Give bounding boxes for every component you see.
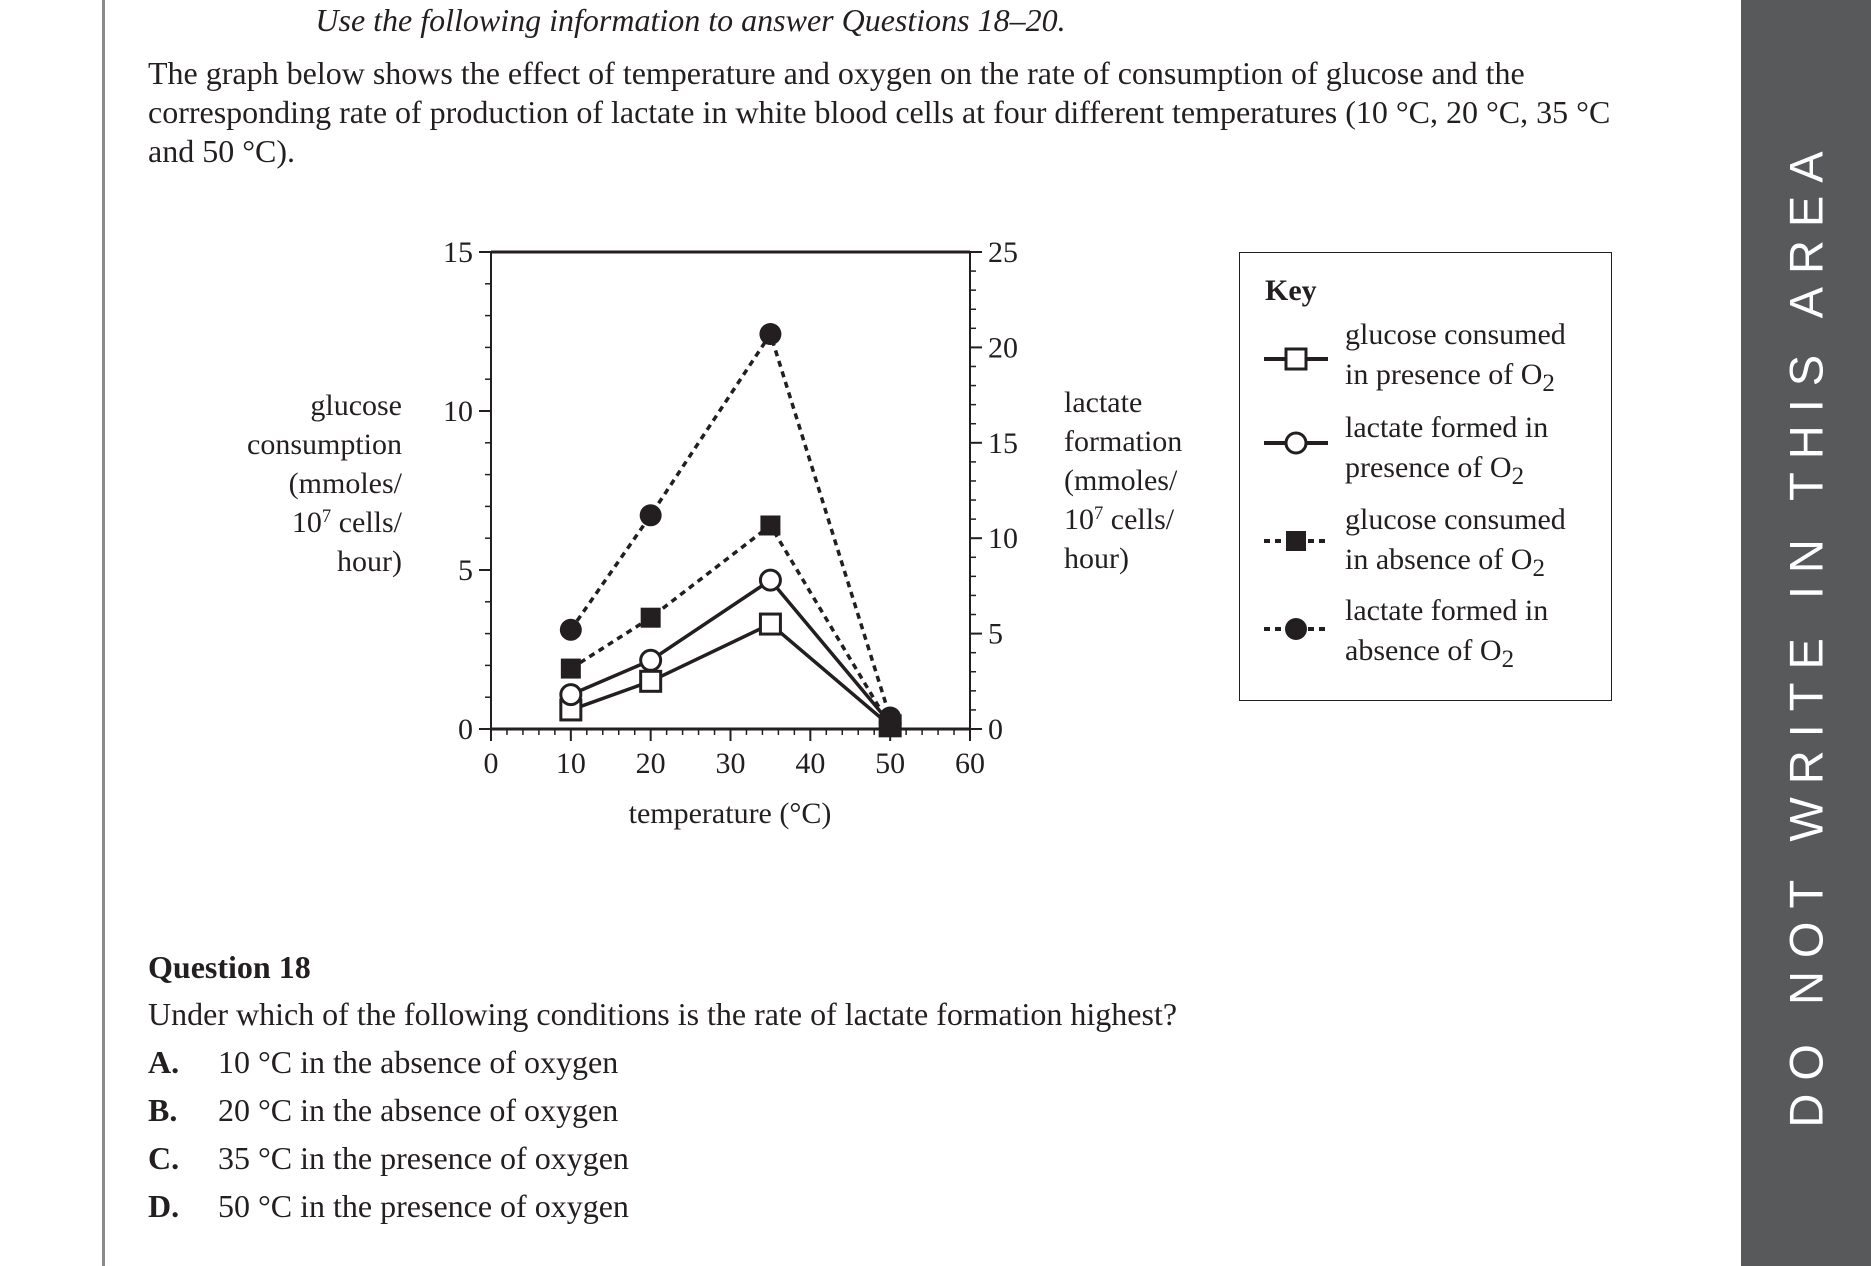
series-line <box>571 334 890 718</box>
question-18 <box>148 944 1448 1230</box>
filled-square-marker-icon <box>1262 500 1332 584</box>
right-axis-tick-label: 0 <box>988 713 1003 746</box>
open-circle-point <box>760 570 780 590</box>
filled-circle-point <box>879 707 901 729</box>
option-text: 20 °C in the absence of oxygen <box>218 1092 619 1128</box>
x-axis-tick-label: 20 <box>635 747 666 780</box>
series-line <box>571 580 890 723</box>
right-axis-tick-label: 20 <box>988 331 1018 365</box>
option-d[interactable] <box>148 1182 1448 1230</box>
key-item-lactate-with-o2: lactate formed in presence of $O_2$ <box>1240 408 1613 492</box>
right-axis-label: lactate formation (mmoles/ $10^7$ cells/ hour) <box>1064 386 1183 575</box>
key-item-glucose-without-o2: glucose consumed in absence of $O_2$ <box>1240 500 1613 584</box>
description-line-2: corresponding rate of production of lactate in white blood cells at four different temperatures (10 °C, 20 °C, 35 °C <box>148 94 1611 130</box>
key-item-lactate-without-o2: lactate formed in absence of $O_2$ <box>1240 591 1613 675</box>
question-text: Under which of the following conditions is the rate of lactate formation highest? <box>148 996 1178 1032</box>
filled-circle-point <box>759 323 781 345</box>
option-text: 50 °C in the presence of oxygen <box>218 1188 629 1224</box>
open-circle-point <box>561 685 581 705</box>
right-axis-tick-label: 5 <box>988 617 1003 651</box>
open-circle-point <box>641 650 661 670</box>
filled-square-point <box>561 659 581 679</box>
right-axis-tick-label: 25 <box>988 236 1018 269</box>
option-letter: A. <box>148 1044 180 1080</box>
left-axis-label: glucose consumption (mmoles/ $10^7$ cells/ hour) <box>247 389 402 578</box>
description-line-3: and 50 °C). <box>148 133 295 169</box>
series-line <box>571 525 890 725</box>
left-axis-tick-label: 5 <box>458 554 473 587</box>
filled-circle-point <box>640 504 662 526</box>
x-axis-tick-label: 30 <box>715 747 746 780</box>
filled-square-point <box>760 515 780 535</box>
left-axis-tick-label: 15 <box>443 236 473 269</box>
option-c[interactable] <box>148 1134 1448 1182</box>
side-band-text: DO NOT WRITE IN THIS AREA <box>1779 138 1833 1128</box>
x-axis-tick-label: 0 <box>483 747 499 780</box>
chart-key <box>1239 252 1612 701</box>
option-a[interactable] <box>148 1038 1448 1086</box>
x-axis-tick-label: 10 <box>555 747 586 780</box>
key-title: Key <box>1265 274 1317 307</box>
x-axis-tick-label: 60 <box>955 747 985 780</box>
option-letter: C. <box>148 1140 180 1176</box>
left-axis-tick-label: 10 <box>443 395 473 428</box>
option-letter: D. <box>148 1188 180 1224</box>
filled-circle-marker-icon <box>1262 591 1332 675</box>
right-axis-tick-label: 10 <box>988 522 1018 556</box>
x-axis-tick-label: 40 <box>795 747 826 780</box>
filled-circle-point <box>560 619 582 641</box>
key-item-glucose-with-o2: glucose consumed in presence of $O_2$ <box>1240 315 1613 399</box>
filled-square-point <box>641 608 661 628</box>
description-line-1: The graph below shows the effect of temperature and oxygen on the rate of consumption of glucose and the <box>148 55 1525 91</box>
open-square-point <box>760 614 780 634</box>
option-letter: B. <box>148 1092 178 1128</box>
open-circle-marker-icon <box>1262 408 1332 492</box>
open-square-marker-icon <box>1262 315 1332 399</box>
intro-instruction: Use the following information to answer Questions 18–20. <box>315 2 1066 38</box>
option-text: 10 °C in the absence of oxygen <box>218 1044 619 1080</box>
right-axis-tick-label: 15 <box>988 426 1018 460</box>
option-b[interactable] <box>148 1086 1448 1134</box>
open-square-point <box>641 671 661 691</box>
left-axis-tick-label: 0 <box>458 713 473 746</box>
option-text: 35 °C in the presence of oxygen <box>218 1140 629 1176</box>
x-axis-label: temperature (°C) <box>628 797 832 830</box>
question-heading: Question 18 <box>148 949 311 985</box>
x-axis-tick-label: 50 <box>875 747 906 780</box>
